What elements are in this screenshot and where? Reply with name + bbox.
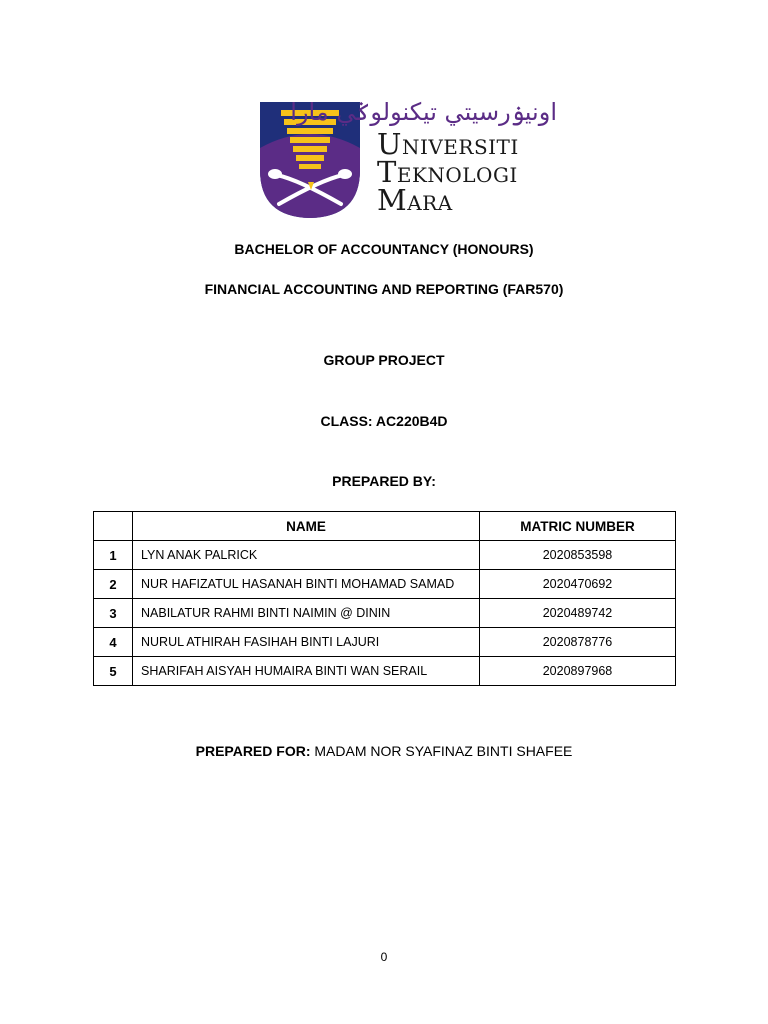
table-row	[94, 628, 676, 657]
table-row	[94, 599, 676, 628]
members-table	[93, 511, 676, 686]
header-number	[94, 512, 133, 541]
row-matric: 2020897968	[480, 657, 676, 686]
page-number: 0	[380, 950, 388, 964]
programme-title: BACHELOR OF ACCOUNTANCY (HONOURS)	[234, 241, 534, 257]
row-matric: 2020853598	[480, 541, 676, 570]
row-matric: 2020470692	[480, 570, 676, 599]
project-title: GROUP PROJECT	[323, 352, 445, 368]
row-name: SHARIFAH AISYAH HUMAIRA BINTI WAN SERAIL	[133, 657, 480, 686]
row-number: 1	[94, 541, 133, 570]
row-number: 5	[94, 657, 133, 686]
header-matric: MATRIC NUMBER	[480, 512, 676, 541]
prepared-for-value: MADAM NOR SYAFINAZ BINTI SHAFEE	[314, 743, 573, 759]
logo-name-line-2: Teknologi	[377, 155, 518, 189]
logo-university-name	[377, 127, 519, 217]
prepared-for-label: PREPARED FOR:	[195, 743, 311, 759]
class-label: CLASS: AC220B4D	[320, 413, 448, 429]
row-number: 3	[94, 599, 133, 628]
prepared-for	[0, 743, 768, 759]
table-header-row	[94, 512, 676, 541]
row-name: NURUL ATHIRAH FASIHAH BINTI LAJURI	[133, 628, 480, 657]
row-number: 2	[94, 570, 133, 599]
row-number: 4	[94, 628, 133, 657]
row-name: NUR HAFIZATUL HASANAH BINTI MOHAMAD SAMAD	[133, 570, 480, 599]
row-name: NABILATUR RAHMI BINTI NAIMIN @ DININ	[133, 599, 480, 628]
logo-name-line-3: Mara	[377, 183, 453, 217]
prepared-by-heading: PREPARED BY:	[332, 473, 436, 489]
logo-jawi-text: اونيۏرسيتي تيكنولوݢي مارا	[290, 98, 557, 126]
table-row	[94, 657, 676, 686]
logo-name-line-1: Universiti	[377, 127, 519, 161]
course-title: FINANCIAL ACCOUNTING AND REPORTING (FAR570)	[204, 281, 564, 297]
table-row	[94, 570, 676, 599]
header-name: NAME	[133, 512, 480, 541]
row-matric: 2020878776	[480, 628, 676, 657]
row-matric: 2020489742	[480, 599, 676, 628]
table-row	[94, 541, 676, 570]
row-name: LYN ANAK PALRICK	[133, 541, 480, 570]
